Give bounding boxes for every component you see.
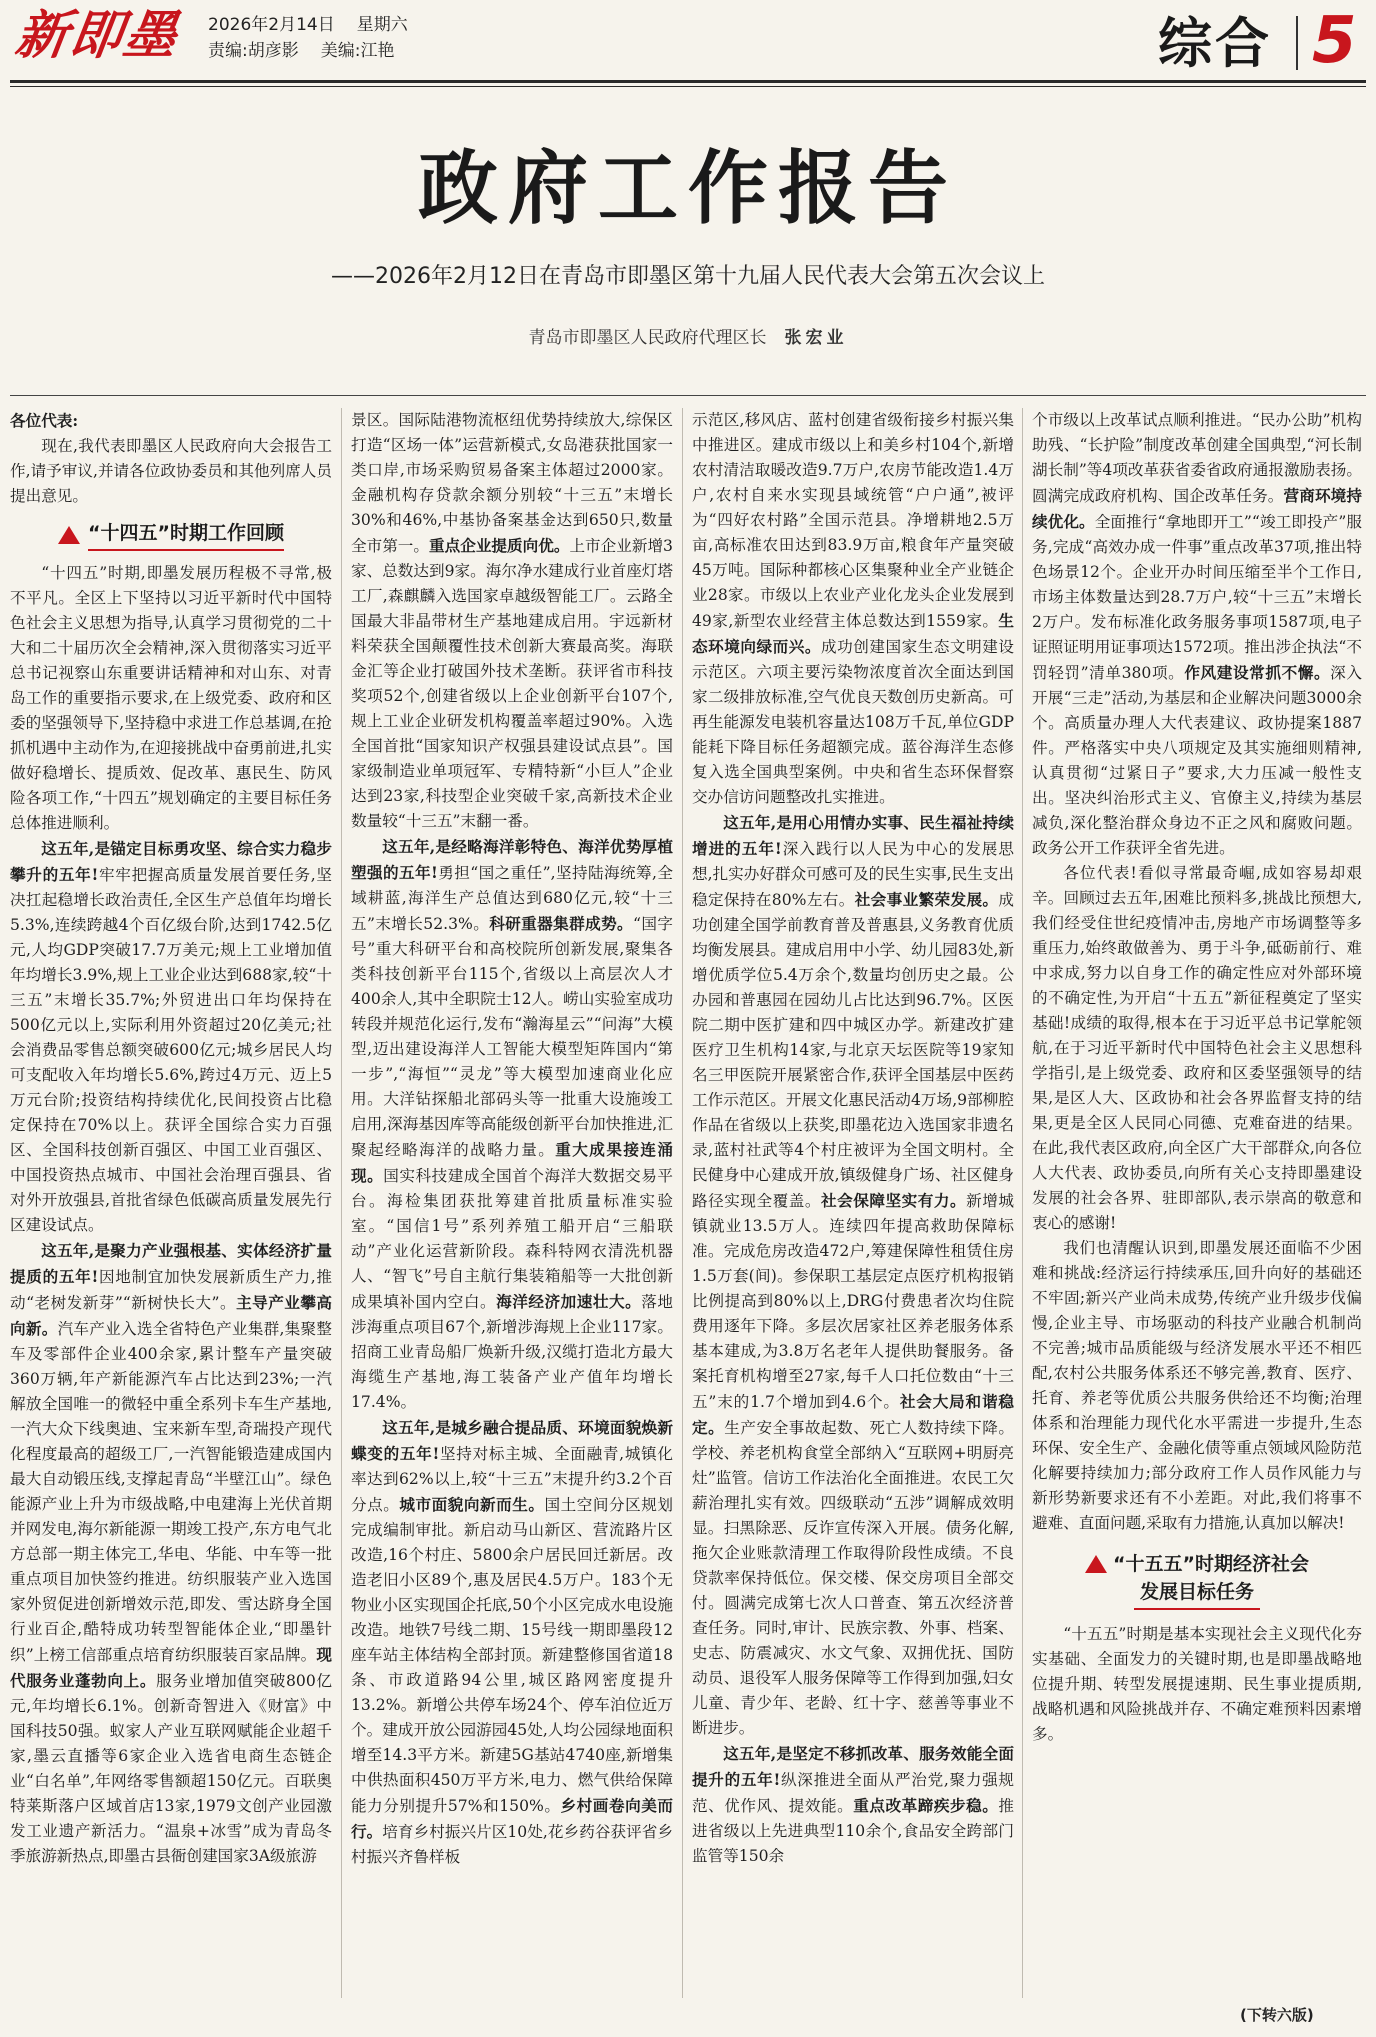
designer-credit: 美编:江艳 bbox=[320, 41, 395, 61]
column-divider bbox=[682, 408, 683, 1998]
header-rule-thin bbox=[10, 86, 1366, 87]
paragraph: 这五年,是城乡融合提品质、环境面貌焕新蝶变的五年!坚持对标主城、全面融青,城镇化率达到62%以上,较“十三五”末提升约3.2个百分点。城市面貌向新而生。国土空间分区规划完成编制审批。新启动马山新区、营流路片区改造,16个村庄、5800余户居民回迁新居。改造老旧小区89个,惠及居民4.5万户。183个无物业小区实现国企托底,50个小区完成水电设施改造。地铁7号线二期、15号线一期即墨段12座车站主体结构全部封顶。新建整修国省道18条、市政道路94公里,城区路网密度提升13.2%。新增公共停车场24个、停车泊位近万个。建成开放公园游园45处,人均公园绿地面积增至14.3平方米。新建5G基站4740座,新增集中供热面积450万平方米,电力、燃气供给保障能力分别提升57%和150%。乡村画卷向美而行。培育乡村振兴片区10处,花乡药谷获评省乡村振兴齐鲁样板 bbox=[351, 1418, 673, 1866]
paragraph: 示范区,移风店、蓝村创建省级衔接乡村振兴集中推进区。建成市级以上和美乡村104个,新增农村清洁取暖改造9.7万户,农房节能改造1.4万户,农村自来水实现县域统管“户户通”,被评为“四好农村路”全国示范县。净增耕地2.5万亩,高标准农田达到83.9万亩,粮食年产量突破45万吨。国际种都核心区集聚种业全产业链企业28家。市级以上农业产业化龙头企业发展到49家,新型农业经营主体总数达到1559家。生态环境向绿而兴。成功创建国家生态文明建设示范区。六项主要污染物浓度首次全面达到国家二级排放标准,空气优良天数创历史新高。可再生能源发电装机容量达108万千瓦,单位GDP能耗下降目标任务超额完成。蓝谷海洋生态修复入选全国典型案例。中央和省生态环保督察交办信访问题整改扎实推进。 bbox=[692, 411, 1014, 806]
paragraph: 景区。国际陆港物流枢纽优势持续放大,综保区打造“区场一体”运营新模式,女岛港获批国家一类口岸,市场采购贸易备案主体超过2000家。金融机构存贷款余额分别较“十三五”末增长30%和46%,中基协备案基金达到650只,数量全市第一。重点企业提质向优。上市企业新增3家、总数达到9家。海尔净水建成行业首座灯塔工厂,森麒麟入选国家卓越级智能工厂。云路全国最大非晶带材生产基地建成启用。宇远新材料荣获全国颠覆性技术创新大赛最高奖。海联金汇等企业打破国外技术垄断。获评省市科技奖项52个,创建省级以上企业创新平台107个,规上工业企业研发机构覆盖率超过90%。入选全国首批“国家知识产权强县建设试点县”。国家级制造业单项冠军、专精特新“小巨人”企业达到23家,科技型企业突破千家,高新技术企业数量较“十三五”末翻一番。 bbox=[351, 411, 673, 830]
paragraph: “十五五”时期是基本实现社会主义现代化夯实基础、全面发力的关键时期,也是即墨战略地位提升期、转型发展提速期、民生事业提质期,战略机遇和风险挑战并存、不确定难预料因素增多。 bbox=[1032, 1625, 1362, 1743]
continued-note[interactable]: (下转六版) bbox=[1240, 2006, 1314, 2024]
paragraph: 这五年,是聚力产业强根基、实体经济扩量提质的五年!因地制宜加快发展新质生产力,推动“老树发新芽”“新树快长大”。主导产业攀高向新。汽车产业入选全省特色产业集群,集聚整车及零部件企业400余家,累计整车产量突破360万辆,年产新能源汽车占比达到23%;一汽解放全国唯一的微轻中重全系列卡车生产基地,一汽大众下线奥迪、宝来新车型,奇瑞投产现代化程度最高的超级工厂,一汽智能锻造建成国内最大自动锻压线,支撑起青岛“半壁江山”。绿色能源产业上升为市级战略,中电建海上光伏首期并网发电,海尔新能源一期竣工投产,东方电气北方总部一期主体完工,华电、华能、中车等一批重点项目加快签约推进。纺织服装产业入选国家外贸促进创新增效示范,即发、雪达跻身全国行业百企,酷特成功转型智能体企业,“即墨针织”上榜工信部重点培育纺织服装百家品牌。现代服务业蓬勃向上。服务业增加值突破800亿元,年均增长6.1%。创新奇智进入《财富》中国科技50强。蚁家人产业互联网赋能企业超千家,墨云直播等6家企业入选省电商生态链企业“白名单”,年网络零售额超150亿元。百联奥特莱斯落户区域首店13家,1979文创产业园激发工业遗产新活力。“温泉+冰雪”成为青岛冬季旅游新热点,即墨古县衙创建国家3A级旅游 bbox=[10, 1241, 332, 1865]
section-heading-text-line2: 发展目标任务 bbox=[1134, 1578, 1260, 1610]
section-heading-text: “十四五”时期工作回顾 bbox=[88, 519, 284, 551]
paragraph: 这五年,是用心用情办实事、民生福祉持续增进的五年!深入践行以人民为中心的发展思想,扎实办好群众可感可及的民生实事,民生支出稳定保持在80%左右。社会事业繁荣发展。成功创建全国学前教育普及普惠县,义务教育优质均衡发展县。建成启用中小学、幼儿园83处,新增优质学位5.4万余个,数量均创历史之最。公办园和普惠园在园幼儿占比达到96.7%。区医院二期中医扩建和四中城区办学。新建改扩建医疗卫生机构14家,与北京天坛医院等19家知名三甲医院开展紧密合作,获评全国基层中医药工作示范区。开展文化惠民活动4万场,9部柳腔作品在省级以上获奖,即墨花边入选国家非遗名录,蓝村社武等4个村庄被评为全国文明村。全民健身中心建成开放,镇级健身广场、社区健身路径实现全覆盖。社会保障坚实有力。新增城镇就业13.5万人。连续四年提高救助保障标准。完成危房改造472户,筹建保障性租赁住房1.5万套(间)。参保职工基层定点医疗机构报销比例提高到80%以上,DRG付费患者次均住院费用逐年下降。多层次居家社区养老服务体系基本建成,为3.8万名老年人提供助餐服务。备案托育机构增至27家,每千人口托位数由“十三五”末的1.7个增加到4.6个。社会大局和谐稳定。生产安全事故起数、死亡人数持续下降。学校、养老机构食堂全部纳入“互联网+明厨亮灶”监管。信访工作法治化全面推进。农民工欠薪治理扎实有效。四级联动“五涉”调解成效明显。扫黑除恶、反诈宣传深入开展。债务化解,拖欠企业账款清理工作取得阶段性成绩。不良贷款率保持低位。保交楼、保交房项目全部交付。圆满完成第七次人口普查、第五次经济普查任务。同时,审计、民族宗教、外事、档案、史志、防震减灾、水文气象、双拥优抚、国防动员、退役军人服务保障等工作得到加强,妇女儿童、青少年、老龄、红十字、慈善等事业不断进步。 bbox=[692, 813, 1014, 1737]
paragraph: 这五年,是锚定目标勇攻坚、综合实力稳步攀升的五年!牢牢把握高质量发展首要任务,坚决扛起稳增长政治责任,全区生产总值年均增长5.3%,连续跨越4个百亿级台阶,达到1742.5亿元,人均GDP突破17.7万美元;规上工业增加值年均增长3.9%,规上工业企业达到688家,较“十三五”末增长35.7%;外贸进出口年均保持在500亿元以上,实际利用外资超过20亿美元;社会消费品零售总额突破600亿元;城乡居民人均可支配收入年均增长5.6%,跨过4万元、迈上5万元台阶;投资结构持续优化,民间投资占比稳定保持在70%以上。获评全国综合实力百强区、全国科技创新百强区、中国工业百强区、中国投资热点城市、中国社会治理百强县、省对外开放强县,首批省绿色低碳高质量发展先行区建设试点。 bbox=[10, 839, 332, 1234]
byline-name: 张宏业 bbox=[784, 328, 848, 348]
triangle-icon bbox=[58, 526, 80, 544]
newspaper-logo[interactable]: 新即墨 bbox=[11, 5, 183, 66]
paragraph: 我们也清醒认识到,即墨发展还面临不少困难和挑战:经济运行持续承压,回升向好的基础还不牢固;新兴产业尚未成势,传统产业升级步伐偏慢,企业主导、市场驱动的科技产业融合机制尚不完善;城市品质能级与经济发展水平还不相匹配,农村公共服务体系还不够完善,教育、医疗、托育、养老等优质公共服务供给还不均衡;治理体系和治理能力现代化水平需进一步提升,生态环保、安全生产、金融化债等重点领域风险防范化解要持续加力;部分政府工作人员作风能力与新形势新要求还有不小差距。对此,我们将事不避难、直面问题,采取有力措施,认真加以解决! bbox=[1032, 1239, 1362, 1532]
issue-date: 2026年2月14日 bbox=[208, 15, 335, 35]
column-divider bbox=[341, 408, 342, 1998]
paragraph: “十四五”时期,即墨发展历程极不寻常,极不平凡。全区上下坚持以习近平新时代中国特色社会主义思想为指导,认真学习贯彻党的二十大和二十届历次全会精神,深入贯彻落实习近平总书记视察山东重要讲话精神和对山东、对青岛工作的重要指示要求,在上级党委、政府和区委的坚强领导下,坚持稳中求进工作总基调,在抢抓机遇中主动作为,在迎接挑战中奋勇前进,扎实做好稳增长、提质效、促改革、惠民生、防风险各项工作,“十四五”规划确定的主要目标任务总体推进顺利。 bbox=[10, 564, 332, 832]
issue-info bbox=[208, 12, 430, 64]
article-column-3 bbox=[692, 408, 1014, 2000]
paragraph: 现在,我代表即墨区人民政府向大会报告工作,请予审议,并请各位政协委员和其他列席人员提出意见。 bbox=[10, 437, 332, 505]
page-number: 5 bbox=[1312, 4, 1357, 78]
article-column-4 bbox=[1032, 408, 1362, 2000]
article-column-1 bbox=[10, 408, 332, 2000]
section-heading bbox=[1032, 1550, 1362, 1610]
masthead bbox=[0, 0, 1376, 84]
section-heading bbox=[10, 519, 332, 551]
section-divider bbox=[1296, 16, 1298, 70]
section-name: 综合 bbox=[1158, 12, 1272, 75]
paragraph: 各位代表!看似寻常最奇崛,成如容易却艰辛。回顾过去五年,困难比预料多,挑战比预想大,我们经受住世纪疫情冲击,房地产市场调整等多重压力,始终敢做善为、勇于斗争,砥砺前行、难中求成,努力以自身工作的确定性应对外部环境的不确定性,为开启“十五五”新征程奠定了坚实基础!成绩的取得,根本在于习近平总书记掌舵领航,在于习近平新时代中国特色社会主义思想科学指引,是上级党委、政府和区委坚强领导的结果,是区人大、区政协和社会各界监督支持的结果,更是全区人民同心同德、克难奋进的结果。在此,我代表区政府,向全区广大干部群众,向各位人大代表、政协委员,向所有关心支持即墨建设发展的社会各界、驻即部队,表示崇高的敬意和衷心的感谢! bbox=[1032, 864, 1362, 1232]
body-rule bbox=[10, 395, 1366, 396]
paragraph: 这五年,是经略海洋彰特色、海洋优势厚植塑强的五年!勇担“国之重任”,坚持陆海统筹,全域耕蓝,海洋生产总值达到680亿元,较“十三五”末增长52.3%。科研重器集群成势。“国字号”重大科研平台和高校院所创新发展,聚集各类科技创新平台115个,省级以上高层次人才400余人,其中全职院士12人。崂山实验室成功转段并规范化运行,发布“瀚海星云”“问海”大模型,迈出建设海洋人工智能大模型矩阵国内“第一步”,“海恒”“灵龙”等大模型加速商业化应用。大洋钻探船北部码头等一批重大设施竣工启用,深海基因库等高能级创新平台加快推进,汇聚起经略海洋的战略力量。重大成果接连涌现。国实科技建成全国首个海洋大数据交易平台。海检集团获批筹建首批质量标准实验室。“国信1号”系列养殖工船开启“三船联动”产业化运营新阶段。森科特网衣清洗机器人、“智飞”号自主航行集装箱船等一大批创新成果填补国内空白。海洋经济加速壮大。落地涉海重点项目67个,新增涉海规上企业117家。招商工业青岛船厂焕新升级,汉缆打造北方最大海缆生产基地,海工装备产业产值年均增长17.4%。 bbox=[351, 837, 673, 1411]
article-subtitle: ——2026年2月12日在青岛市即墨区第十九届人民代表大会第五次会议上 bbox=[331, 264, 1045, 289]
byline-role: 青岛市即墨区人民政府代理区长 bbox=[528, 328, 767, 348]
section-heading-text: “十五五”时期经济社会 bbox=[1113, 1553, 1309, 1575]
header-rule bbox=[10, 80, 1366, 83]
editor-credit: 责编:胡彦影 bbox=[208, 41, 299, 61]
article-column-2 bbox=[351, 408, 673, 2000]
salutation: 各位代表: bbox=[10, 411, 79, 430]
byline bbox=[0, 326, 1376, 350]
paragraph: 这五年,是坚定不移抓改革、服务效能全面提升的五年!纵深推进全面从严治党,聚力强规范、优作风、提效能。重点改革蹄疾步稳。推进省级以上先进典型110余个,食品安全跨部门监管等150余 bbox=[692, 1744, 1014, 1865]
paragraph: 个市级以上改革试点顺利推进。“民办公助”机构助残、“长护险”制度改革创建全国典型,“河长制湖长制”等4项改革获省委省政府通报激励表扬。圆满完成政府机构、国企改革任务。营商环境持续优化。全面推行“拿地即开工”“竣工即投产”服务,完成“高效办成一件事”重点改革37项,推出特色场景12个。企业开办时间压缩至半个工作日,市场主体数量达到28.7万户,较“十三五”末增长2万户。发布标准化政务服务事项1587项,电子证照证明用证事项达1572项。推出涉企执法“不罚轻罚”清单380项。作风建设常抓不懈。深入开展“三走”活动,为基层和企业解决问题3000余个。高质量办理人大代表建议、政协提案1887件。严格落实中央八项规定及其实施细则精神,认真贯彻“过紧日子”要求,大力压减一般性支出。坚决纠治形式主义、官僚主义,持续为基层减负,深化整治群众身边不正之风和腐败问题。政务公开工作获评全省先进。 bbox=[1032, 411, 1362, 857]
triangle-icon bbox=[1085, 1555, 1107, 1573]
article-title: 政府工作报告 bbox=[418, 141, 958, 235]
column-divider bbox=[1022, 408, 1023, 1998]
issue-weekday: 星期六 bbox=[356, 15, 408, 35]
